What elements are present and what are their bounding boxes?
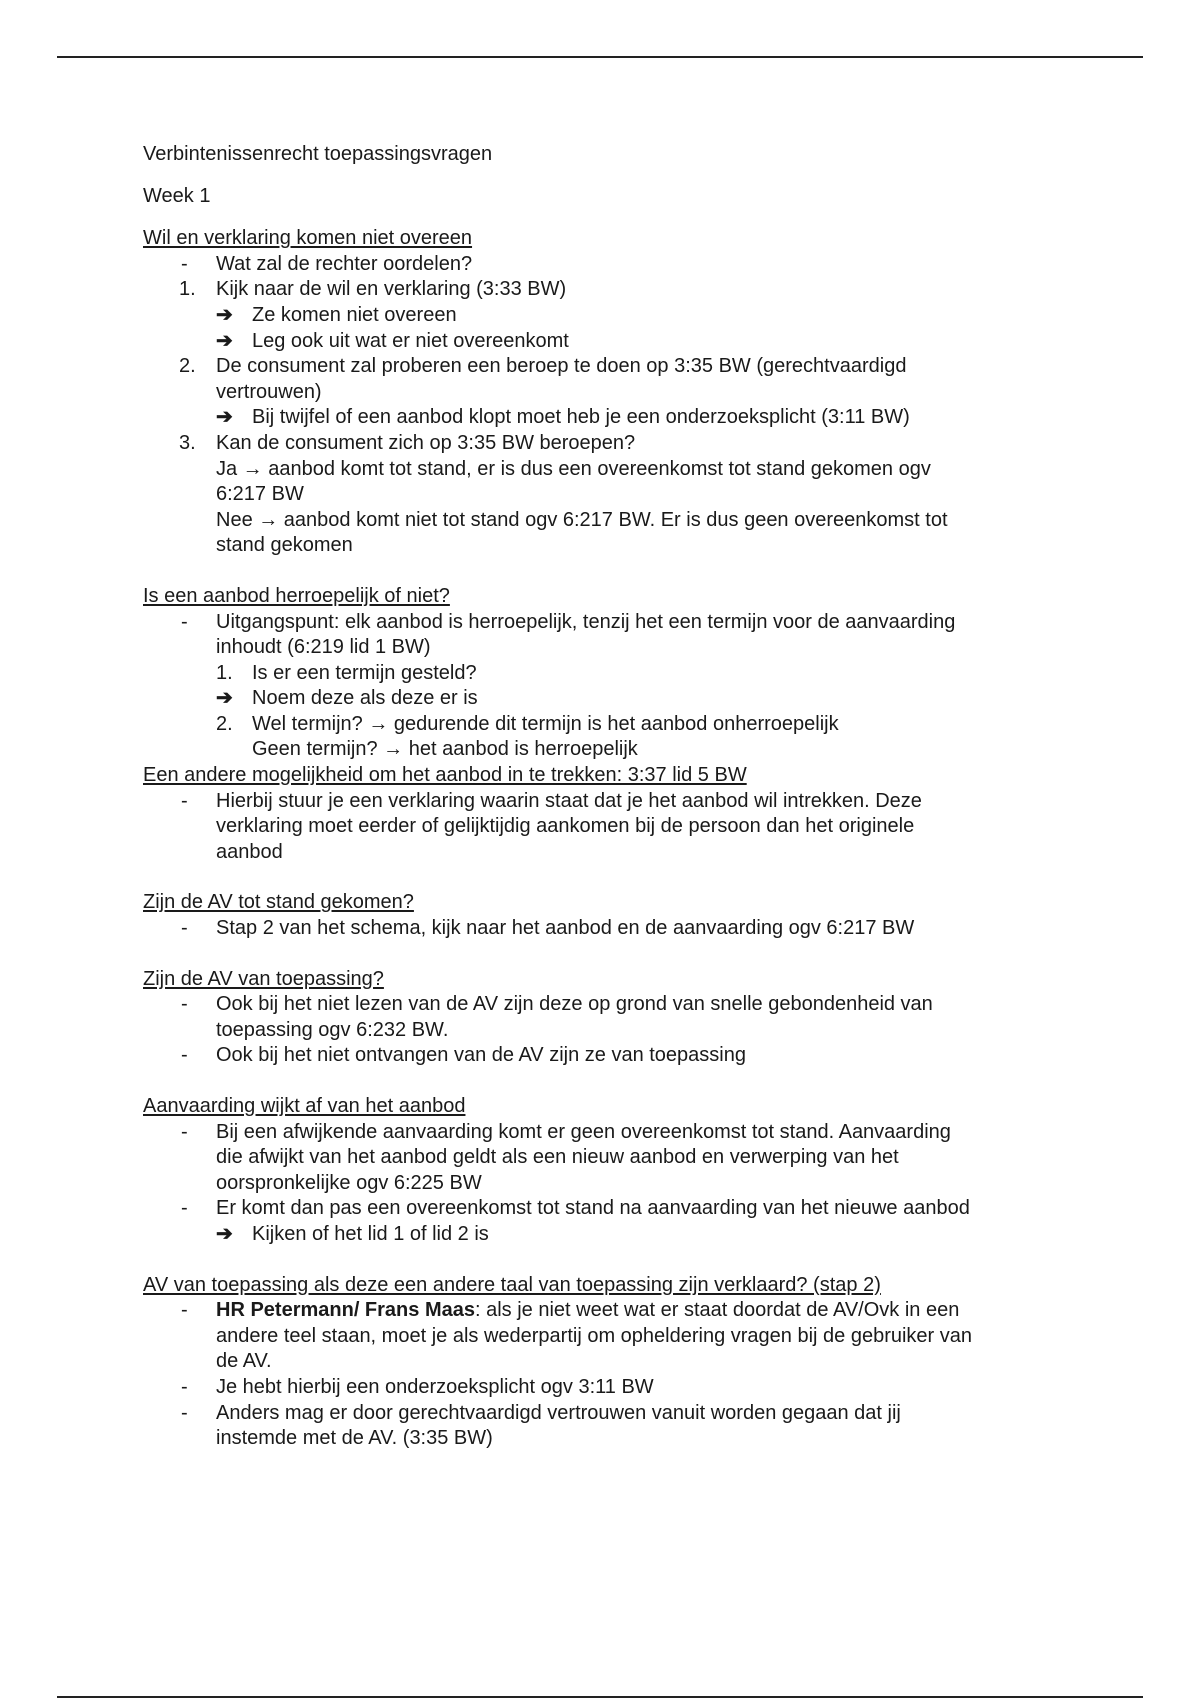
list-item: - HR Petermann/ Frans Maas: als je niet weet wat er staat doordat de AV/Ovk in een (143, 1298, 1063, 1324)
dash-bullet: - (181, 917, 188, 940)
list-item: - Bij een afwijkende aanvaarding komt er geen overeenkomst tot stand. Aanvaarding (143, 1120, 1063, 1146)
text-line: instemde met de AV. (3:35 BW) (216, 1427, 493, 1450)
arrow-item: ➔ Bij twijfel of een aanbod klopt moet heb je een onderzoeksplicht (3:11 BW) (143, 405, 1063, 431)
dash-bullet: - (181, 993, 188, 1016)
numbered-item: 1. Is er een termijn gesteld? (143, 661, 1063, 687)
section-heading-andere-taal: AV van toepassing als deze een andere taal van toepassing zijn verklaard? (stap 2) (143, 1273, 881, 1296)
dash-bullet: - (181, 1044, 188, 1067)
list-item: - Wat zal de rechter oordelen? (143, 252, 1063, 278)
number-marker: 1. (179, 278, 196, 301)
dash-bullet: - (181, 610, 188, 633)
text-line: die afwijkt van het aanbod geldt als een nieuw aanbod en verwerping van het (216, 1146, 899, 1169)
doc-title: Verbintenissenrecht toepassingsvragen (143, 143, 493, 165)
bottom-rule (57, 1696, 1143, 1698)
list-item: - Anders mag er door gerechtvaardigd vertrouwen vanuit worden gegaan dat jij (143, 1401, 1063, 1427)
dash-bullet: - (181, 252, 188, 275)
text-line: Nee → aanbod komt niet tot stand ogv 6:217 BW. Er is dus geen overeenkomst tot (216, 508, 948, 531)
list-item: - Je hebt hierbij een onderzoeksplicht ogv 3:11 BW (143, 1375, 1063, 1401)
numbered-item: 3. Kan de consument zich op 3:35 BW beroepen? (143, 431, 1063, 457)
section-heading-aanvaarding: Aanvaarding wijkt af van het aanbod (143, 1095, 466, 1117)
numbered-item: 1. Kijk naar de wil en verklaring (3:33 BW) (143, 277, 1063, 303)
top-rule (57, 56, 1143, 58)
section-heading-herroepelijk: Is een aanbod herroepelijk of niet? (143, 584, 450, 607)
text-line: Ja → aanbod komt tot stand, er is dus een overeenkomst tot stand gekomen ogv (216, 457, 931, 480)
arrow-right-icon: ➔ (216, 687, 233, 710)
arrow-right-icon: ➔ (216, 406, 233, 429)
dash-bullet: - (181, 1120, 188, 1143)
list-item: - Ook bij het niet lezen van de AV zijn deze op grond van snelle gebondenheid van (143, 992, 1063, 1018)
text-line: aanbod (216, 840, 283, 863)
list-item: - Ook bij het niet ontvangen van de AV zijn ze van toepassing (143, 1043, 1063, 1069)
arrow-item: ➔ Noem deze als deze er is (143, 686, 1063, 712)
section-heading-av-tot-stand: Zijn de AV tot stand gekomen? (143, 891, 414, 914)
arrow-item: ➔ Kijken of het lid 1 of lid 2 is (143, 1222, 1063, 1248)
list-item: - Er komt dan pas een overeenkomst tot stand na aanvaarding van het nieuwe aanbod (143, 1196, 1063, 1222)
section-heading-intrekken: Een andere mogelijkheid om het aanbod in te trekken: 3:37 lid 5 BW (143, 764, 747, 787)
document-body (143, 142, 1063, 1452)
dash-bullet: - (181, 1401, 188, 1424)
numbered-item: 2. Wel termijn? → gedurende dit termijn is het aanbod onherroepelijk (143, 712, 1063, 738)
dash-bullet: - (181, 789, 188, 812)
text-line: stand gekomen (216, 534, 353, 557)
text-line: de AV. (216, 1350, 272, 1373)
text-line: vertrouwen) (216, 380, 322, 403)
list-item: - Uitgangspunt: elk aanbod is herroepelijk, tenzij het een termijn voor de aanvaarding (143, 610, 1063, 636)
dash-bullet: - (181, 1197, 188, 1220)
doc-week: Week 1 (143, 184, 211, 207)
list-item: - Hierbij stuur je een verklaring waarin staat dat je het aanbod wil intrekken. Deze (143, 789, 1063, 815)
case-name: HR Petermann/ Frans Maas (216, 1299, 475, 1322)
text-line: 6:217 BW (216, 483, 304, 506)
arrow-right-icon: ➔ (216, 303, 233, 326)
arrow-right-icon: ➔ (216, 329, 233, 352)
arrow-item: ➔ Leg ook uit wat er niet overeenkomt (143, 329, 1063, 355)
number-marker: 1. (216, 661, 233, 684)
text-line: toepassing ogv 6:232 BW. (216, 1018, 449, 1041)
text-line: andere teel staan, moet je als wederpartij om opheldering vragen bij de gebruiker van (216, 1324, 973, 1347)
arrow-item: ➔ Ze komen niet overeen (143, 303, 1063, 329)
number-marker: 3. (179, 431, 196, 454)
text-line: Geen termijn? → het aanbod is herroepelijk (252, 738, 638, 761)
section-heading-wil-verklaring: Wil en verklaring komen niet overeen (143, 227, 473, 250)
section-heading-av-toepassing: Zijn de AV van toepassing? (143, 967, 384, 990)
dash-bullet: - (181, 1375, 188, 1398)
number-marker: 2. (216, 712, 233, 735)
arrow-right-icon: ➔ (216, 1222, 233, 1245)
text-line: verklaring moet eerder of gelijktijdig aankomen bij de persoon dan het originele (216, 815, 915, 838)
number-marker: 2. (179, 355, 196, 378)
text-line: oorspronkelijke ogv 6:225 BW (216, 1171, 482, 1194)
text-line: inhoudt (6:219 lid 1 BW) (216, 636, 431, 659)
list-item: - Stap 2 van het schema, kijk naar het aanbod en de aanvaarding ogv 6:217 BW (143, 916, 1063, 942)
numbered-item: 2. De consument zal proberen een beroep te doen op 3:35 BW (gerechtvaardigd (143, 354, 1063, 380)
dash-bullet: - (181, 1299, 188, 1322)
